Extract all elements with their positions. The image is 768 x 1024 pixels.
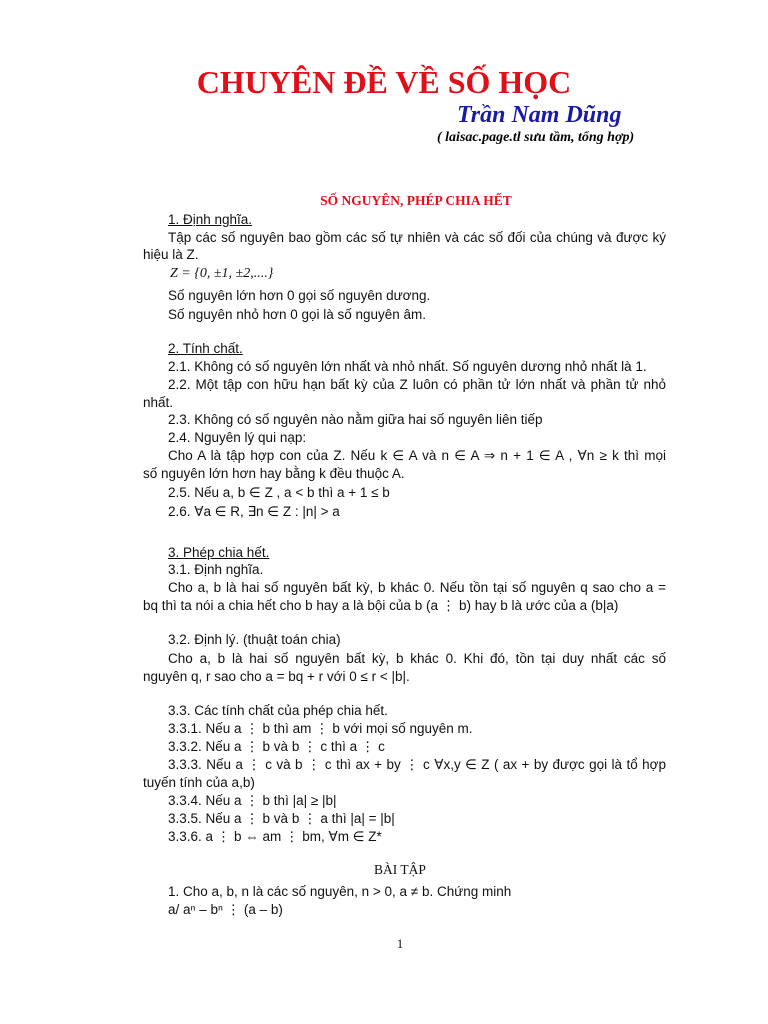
- exercise-1: 1. Cho a, b, n là các số nguyên, n > 0, a ≠ b. Chứng minh: [168, 884, 512, 899]
- s3-3-heading: 3.3. Các tính chất của phép chia hết.: [168, 703, 388, 718]
- s1-heading: 1. Định nghĩa.: [168, 212, 253, 227]
- s2-item-4a: Cho A là tập hợp con của Z. Nếu k ∈ A và n ∈ A ⇒ n + 1 ∈ A , ∀n ≥ k thì mọi: [168, 448, 666, 463]
- document-title: CHUYÊN ĐỀ VỀ SỐ HỌC: [196, 64, 572, 100]
- exercise-1a: a/ aⁿ – bⁿ ⋮ (a – b): [168, 902, 283, 917]
- page-number: 1: [396, 936, 404, 951]
- s3-1-paragraph-a: Cho a, b là hai số nguyên bất kỳ, b khác 0. Nếu tồn tại số nguyên q sao cho a =: [168, 580, 666, 595]
- s2-item-6: 2.6. ∀a ∈ R, ∃n ∈ Z : |n| > a: [168, 504, 340, 519]
- s1-paragraph-1b: hiệu là Z.: [143, 247, 199, 262]
- s1-paragraph-3: Số nguyên nhỏ hơn 0 gọi là số nguyên âm.: [168, 307, 427, 322]
- s2-item-3: 2.3. Không có số nguyên nào nằm giữa hai số nguyên liên tiếp: [168, 412, 543, 427]
- s2-item-5: 2.5. Nếu a, b ∈ Z , a < b thì a + 1 ≤ b: [168, 485, 390, 500]
- s2-item-4: 2.4. Nguyên lý qui nạp:: [168, 430, 307, 445]
- s2-heading: 2. Tính chất.: [168, 341, 243, 356]
- exercises-heading: BÀI TẬP: [374, 862, 426, 877]
- s2-item-1: 2.1. Không có số nguyên lớn nhất và nhỏ nhất. Số nguyên dương nhỏ nhất là 1.: [168, 359, 647, 374]
- section-title: SỐ NGUYÊN, PHÉP CHIA HẾT: [320, 193, 512, 208]
- s1-paragraph-2: Số nguyên lớn hơn 0 gọi số nguyên dương.: [168, 288, 431, 303]
- s2-item-4b: số nguyên lớn hơn hay bằng k đều thuộc A.: [143, 466, 405, 481]
- s3-3-3a: 3.3.3. Nếu a ⋮ c và b ⋮ c thì ax + by ⋮ c ∀x,y ∈ Z ( ax + by được gọi là tổ hợp: [168, 757, 666, 772]
- s3-2-paragraph-a: Cho a, b là hai số nguyên bất kỳ, b khác 0. Khi đó, tồn tại duy nhất các số: [168, 651, 666, 666]
- author-name: Trần Nam Dũng: [457, 102, 622, 128]
- s3-3-1: 3.3.1. Nếu a ⋮ b thì am ⋮ b với mọi số nguyên m.: [168, 721, 473, 736]
- s3-3-6: 3.3.6. a ⋮ b ⇔ am ⋮ bm, ∀m ∈ Z*: [168, 829, 382, 844]
- s3-3-2: 3.3.2. Nếu a ⋮ b và b ⋮ c thì a ⋮ c: [168, 739, 385, 754]
- s3-3-4: 3.3.4. Nếu a ⋮ b thì |a| ≥ |b|: [168, 793, 337, 808]
- s3-heading: 3. Phép chia hết.: [168, 545, 270, 560]
- s3-3-5: 3.3.5. Nếu a ⋮ b và b ⋮ a thì |a| = |b|: [168, 811, 395, 826]
- s3-2-paragraph-b: nguyên q, r sao cho a = bq + r với 0 ≤ r < |b|.: [143, 669, 410, 684]
- s3-3-3b: tuyến tính của a,b): [143, 775, 255, 790]
- s1-paragraph-1a: Tập các số nguyên bao gồm các số tự nhiên và các số đối của chúng và được ký: [168, 230, 666, 245]
- source-note: ( laisac.page.tl sưu tầm, tổng hợp): [437, 130, 635, 145]
- s2-item-2a: 2.2. Một tập con hữu hạn bất kỳ của Z luôn có phần tử lớn nhất và phần tử nhỏ: [168, 377, 666, 392]
- s3-1-paragraph-b: bq thì ta nói a chia hết cho b hay a là bội của b (a ⋮ b) hay b là ước của a (b|a): [143, 598, 619, 613]
- s3-1-heading: 3.1. Định nghĩa.: [168, 562, 264, 577]
- set-formula: Z = {0, ±1, ±2,....}: [170, 266, 274, 281]
- s2-item-2b: nhất.: [143, 395, 174, 410]
- s3-2-heading: 3.2. Định lý. (thuật toán chia): [168, 632, 341, 647]
